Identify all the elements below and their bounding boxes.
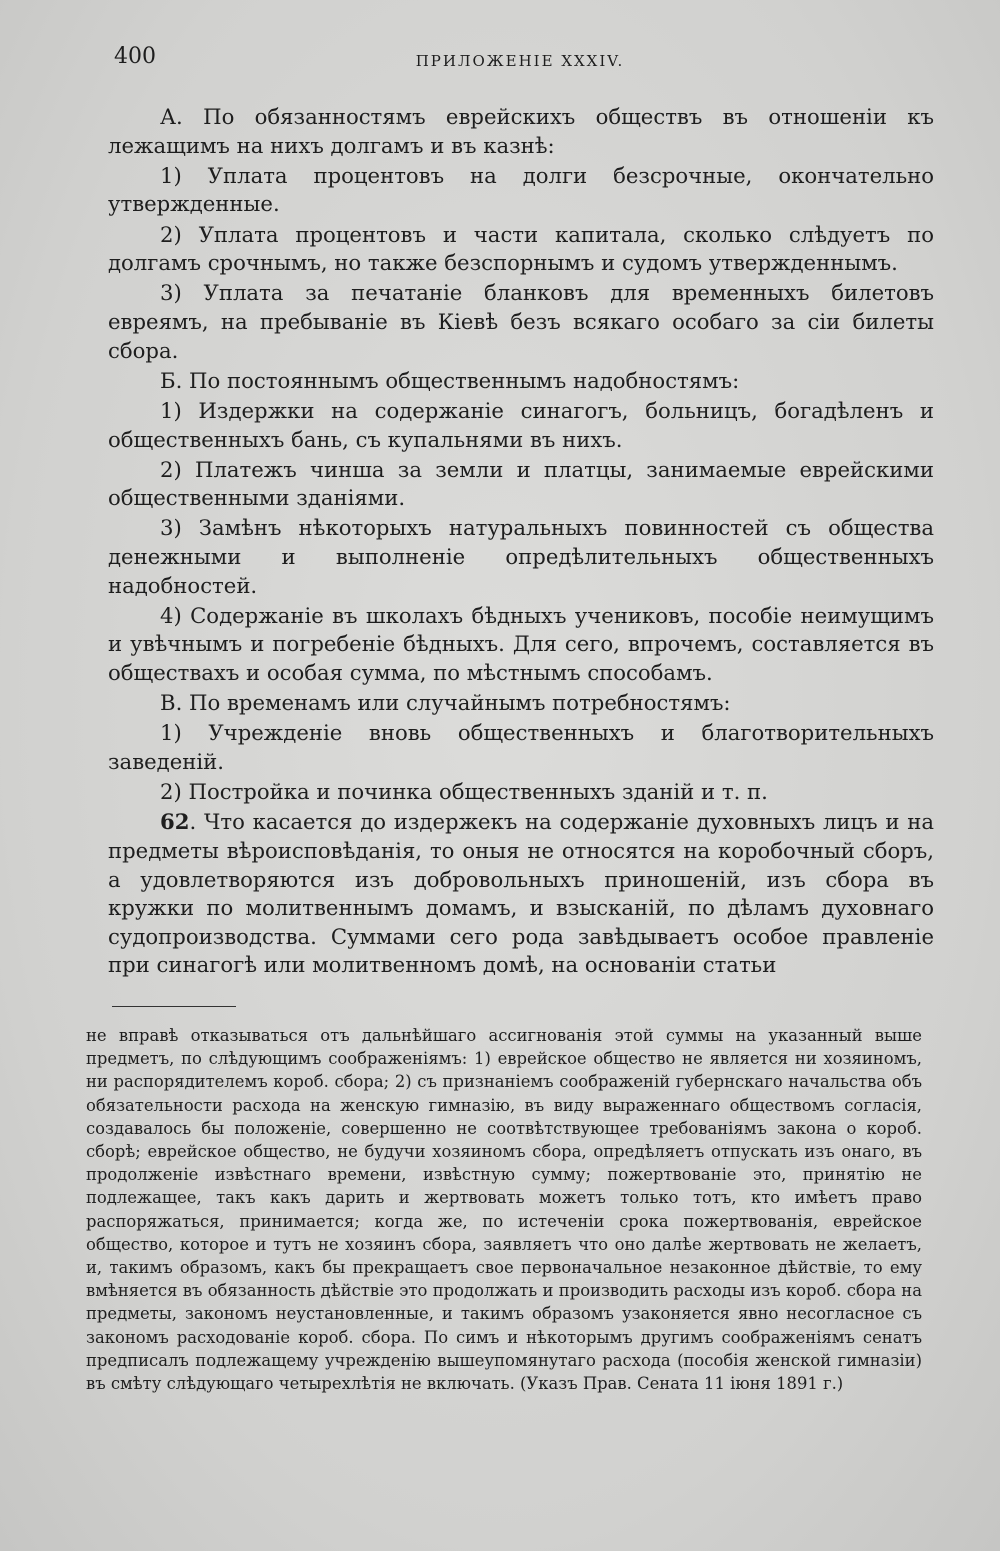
paragraph-b-3: 3) Замѣнъ нѣкоторыхъ натуральныхъ повинностей съ общества денежными и выполненіе опредѣлительныхъ общественныхъ надобностей. — [108, 515, 934, 598]
paragraph-v-2: 2) Постройка и починка общественныхъ зданій и т. п. — [160, 779, 768, 805]
paragraph-a-3: 3) Уплата за печатаніе бланковъ для временныхъ билетовъ евреямъ, на пребываніе въ Кіевѣ безъ всякаго особаго за сіи билеты сбора. — [108, 280, 934, 363]
footnote-divider — [112, 1006, 236, 1007]
paragraph-a-2: 2) Уплата процентовъ и части капитала, сколько слѣдуетъ по долгамъ срочнымъ, но также безспорнымъ и судомъ утвержденнымъ. — [108, 221, 934, 276]
paragraph-b-1: 1) Издержки на содержаніе синагогъ, больницъ, богадѣленъ и общественныхъ бань, съ купальнями въ нихъ. — [108, 397, 934, 452]
main-text — [108, 103, 934, 982]
paragraph-a-heading: А. По обязанностямъ еврейскихъ обществъ въ отношеніи къ лежащимъ на нихъ долгамъ и въ казнѣ: — [108, 104, 934, 158]
page-header — [110, 44, 930, 78]
section-62-number: 62 — [160, 809, 190, 835]
paragraph-b-heading: Б. По постояннымъ общественнымъ надобностямъ: — [160, 367, 740, 393]
paragraph-v-1: 1) Учрежденіе вновь общественныхъ и благотворительныхъ заведеній. — [108, 720, 934, 774]
section-62-text: . Что касается до издержекъ на содержаніе духовныхъ лицъ и на предметы вѣроисповѣданія, то оныя не относятся на коробочный сборъ, а удовлетворяются изъ добровольныхъ приношеній, изъ сбора въ кружки по молитвеннымъ домамъ, и взысканій, по дѣламъ духовнаго судопроизводства. Суммами сего рода завѣдываетъ особое правленіе при синагогѣ или молитвенномъ домѣ, на основаніи статьи — [108, 809, 934, 978]
page-number: 400 — [114, 44, 156, 69]
paragraph-b-4: 4) Содержаніе въ школахъ бѣдныхъ учениковъ, пособіе неимущимъ и увѣчнымъ и погребеніе бѣдныхъ. Для сего, впрочемъ, составляется въ обществахъ и особая сумма, по мѣстнымъ способамъ. — [108, 602, 934, 686]
running-head: ПРИЛОЖЕНІЕ XXXIV. — [415, 52, 625, 70]
footnote: не вправѣ отказываться отъ дальнѣйшаго ассигнованія этой суммы на указанный выше предметъ, по слѣдующимъ соображеніямъ: 1) еврейское общество не является ни хозяиномъ, ни распорядителемъ короб. сбора; 2) съ признаніемъ соображеній губернскаго начальства объ обязательности расхода на женскую гимназію, въ виду выраженнаго обществомъ согласія, создавалось бы положеніе, совершенно не соотвѣтствующее требованіямъ закона о короб. сборѣ; еврейское общество, не будучи хозяиномъ сбора, опредѣляетъ отпускать изъ онаго, въ продолженіе извѣстнаго времени, извѣстную сумму; пожертвованіе это, принятію не подлежащее, такъ какъ дарить и жертвовать можетъ только тотъ, кто имѣетъ право распоряжаться, принимается; когда же, по истеченіи срока пожертвованія, еврейское общество, которое и тутъ не хозяинъ сбора, заявляетъ что оно далѣе жертвовать не желаетъ, и, такимъ образомъ, какъ бы прекращаетъ свое первоначальное незаконное дѣйствіе, то ему вмѣняется въ обязанность дѣйствіе это продолжать и производить расходы изъ короб. сбора на предметы, закономъ неустановленные, и такимъ образомъ узаконяется явно несогласное съ закономъ расходованіе короб. сбора. По симъ и нѣкоторымъ другимъ соображеніямъ сенатъ предписалъ подлежащему учрежденію вышеупомянутаго расхода (пособія женской гимназіи) въ смѣту слѣдующаго четырехлѣтія не включать. (Указъ Прав. Сената 11 іюня 1891 г.) — [86, 1026, 922, 1394]
paragraph-a-1: 1) Уплата процентовъ на долги безсрочные, окончательно утвержденные. — [108, 162, 934, 217]
paragraph-v-heading: В. По временамъ или случайнымъ потребностямъ: — [160, 690, 731, 716]
section-62 — [108, 808, 934, 980]
paragraph-b-2: 2) Платежъ чинша за земли и платцы, занимаемые еврейскими общественными зданіями. — [108, 456, 934, 511]
